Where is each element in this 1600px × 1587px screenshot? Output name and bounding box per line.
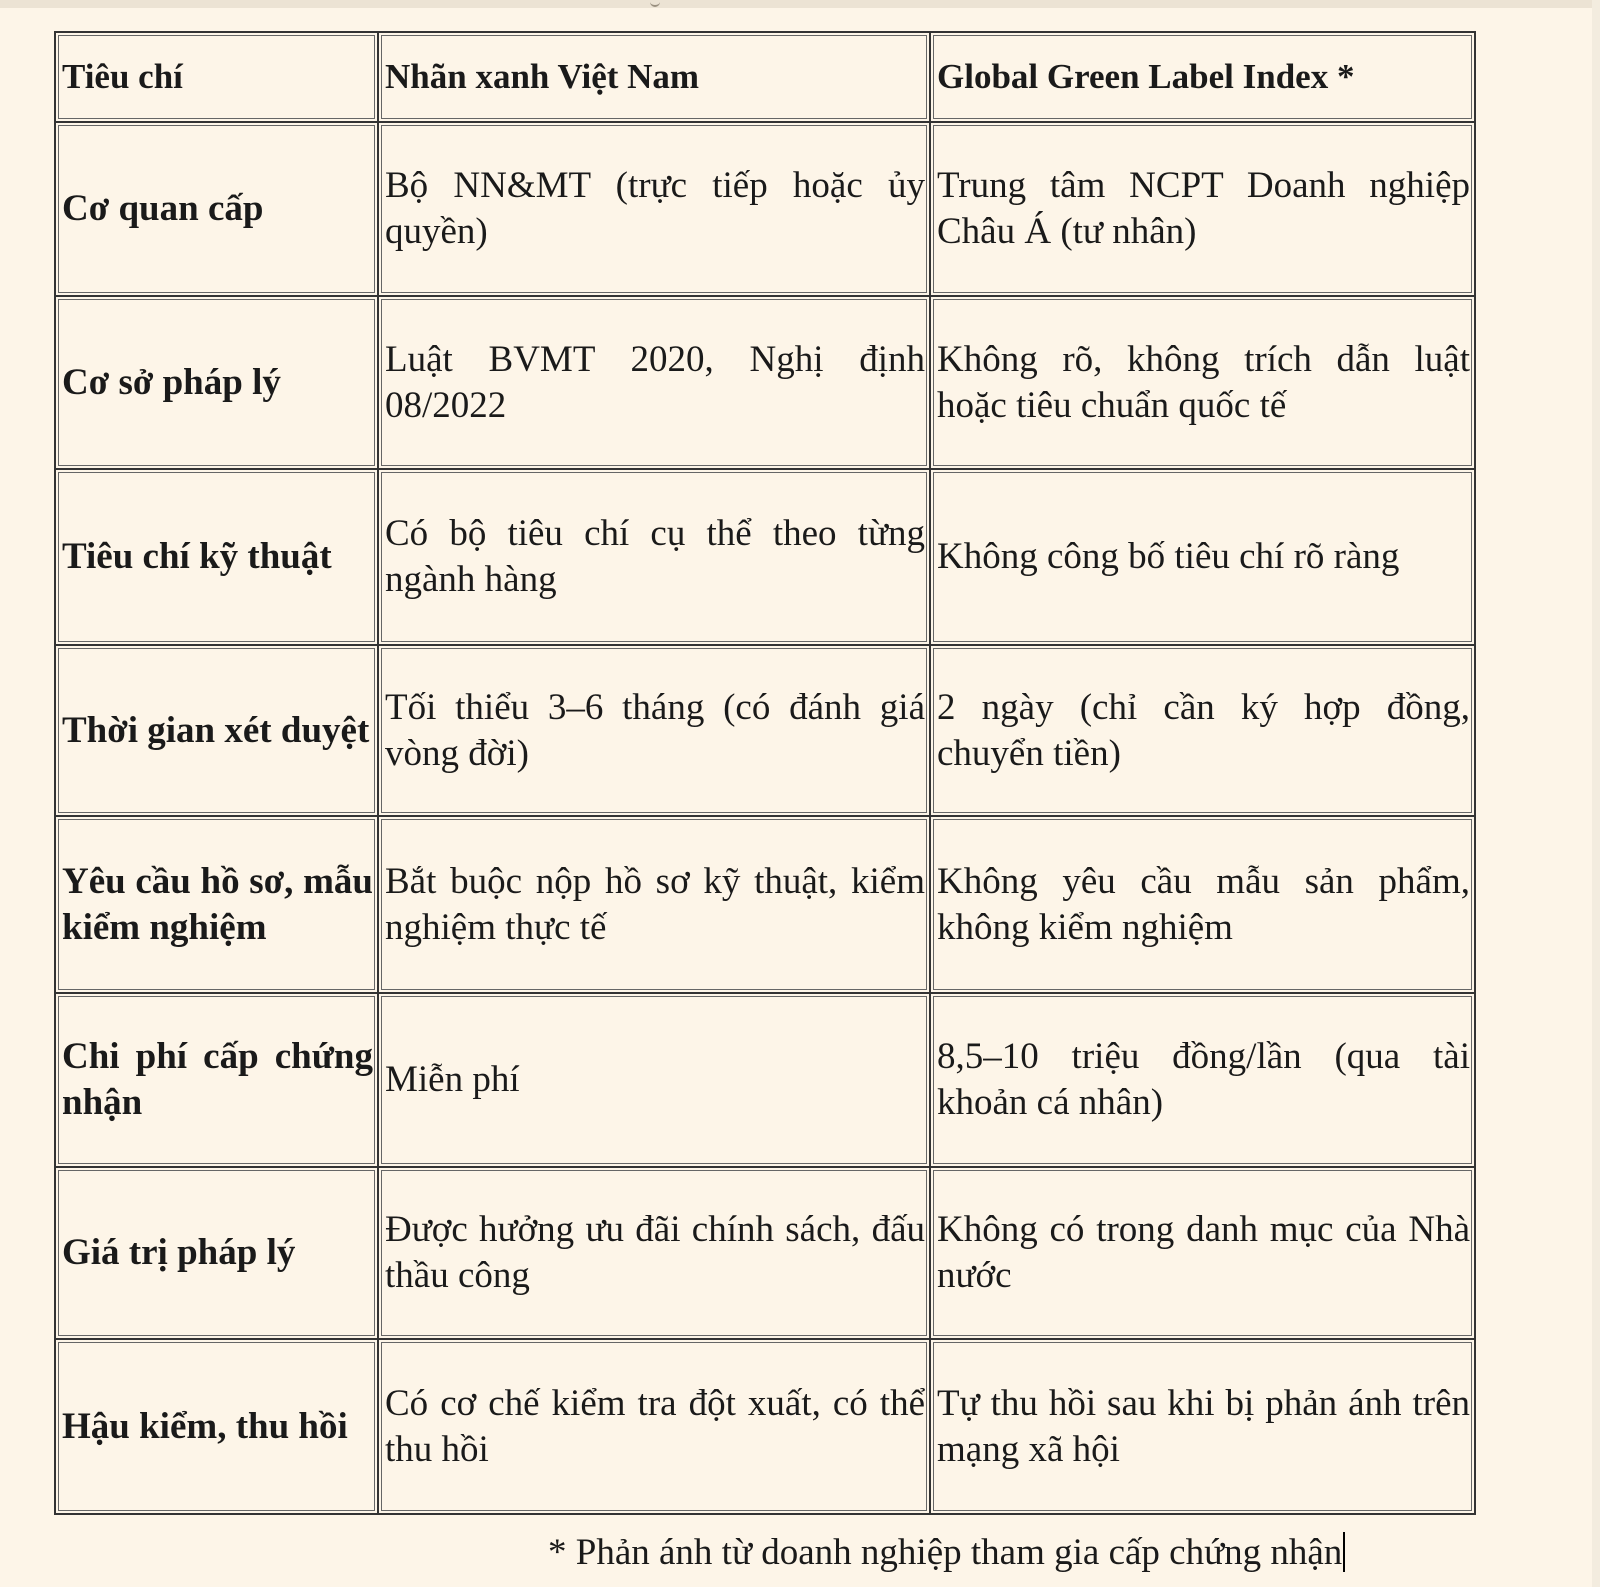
table-row — [56, 817, 1476, 994]
criterion-cell[interactable]: Chi phí cấp chứng nhận — [56, 994, 379, 1168]
criterion-cell[interactable]: Cơ sở pháp lý — [56, 297, 379, 470]
criterion-cell[interactable]: Tiêu chí kỹ thuật — [56, 470, 379, 646]
window-top-strip — [0, 0, 1600, 8]
criterion-cell[interactable]: Cơ quan cấp — [56, 123, 379, 297]
global-cell[interactable]: Không công bố tiêu chí rõ ràng — [931, 470, 1476, 646]
global-cell[interactable]: 2 ngày (chỉ cần ký hợp đồng, chuyển tiền) — [931, 646, 1476, 817]
vietnam-cell[interactable]: Có cơ chế kiểm tra đột xuất, có thể thu hồi — [379, 1340, 931, 1515]
vietnam-cell[interactable]: Có bộ tiêu chí cụ thể theo từng ngành hàng — [379, 470, 931, 646]
vietnam-cell[interactable]: Được hưởng ưu đãi chính sách, đấu thầu công — [379, 1168, 931, 1340]
vietnam-cell[interactable]: Luật BVMT 2020, Nghị định 08/2022 — [379, 297, 931, 470]
comparison-table — [54, 31, 1476, 1515]
criterion-cell[interactable]: Giá trị pháp lý — [56, 1168, 379, 1340]
footnote-line[interactable] — [548, 1530, 1345, 1576]
footnote-text: * Phản ánh từ doanh nghiệp tham gia cấp chứng nhận — [548, 1532, 1343, 1573]
global-cell[interactable]: Không rõ, không trích dẫn luật hoặc tiêu chuẩn quốc tế — [931, 297, 1476, 470]
global-cell[interactable]: Không có trong danh mục của Nhà nước — [931, 1168, 1476, 1340]
vietnam-cell[interactable]: Tối thiểu 3–6 tháng (có đánh giá vòng đời) — [379, 646, 931, 817]
table-row — [56, 1168, 1476, 1340]
vietnam-cell[interactable]: Miễn phí — [379, 994, 931, 1168]
header-vietnam-green-label[interactable]: Nhãn xanh Việt Nam — [379, 33, 931, 123]
comparison-table-container — [54, 31, 1474, 1515]
criterion-cell[interactable]: Hậu kiểm, thu hồi — [56, 1340, 379, 1515]
table-header-row — [56, 33, 1476, 123]
table-row — [56, 470, 1476, 646]
table-row — [56, 1340, 1476, 1515]
table-row — [56, 123, 1476, 297]
global-cell[interactable]: Không yêu cầu mẫu sản phẩm, không kiểm nghiệm — [931, 817, 1476, 994]
global-cell[interactable]: Trung tâm NCPT Doanh nghiệp Châu Á (tư nhân) — [931, 123, 1476, 297]
global-cell[interactable]: 8,5–10 triệu đồng/lần (qua tài khoản cá nhân) — [931, 994, 1476, 1168]
header-global-green-label[interactable]: Global Green Label Index * — [931, 33, 1476, 123]
criterion-cell[interactable]: Thời gian xét duyệt — [56, 646, 379, 817]
right-edge — [1592, 0, 1600, 1587]
table-row — [56, 994, 1476, 1168]
global-cell[interactable]: Tự thu hồi sau khi bị phản ánh trên mạng xã hội — [931, 1340, 1476, 1515]
vietnam-cell[interactable]: Bắt buộc nộp hồ sơ kỹ thuật, kiểm nghiệm thực tế — [379, 817, 931, 994]
criterion-cell[interactable]: Yêu cầu hồ sơ, mẫu kiểm nghiệm — [56, 817, 379, 994]
table-row — [56, 297, 1476, 470]
vietnam-cell[interactable]: Bộ NN&MT (trực tiếp hoặc ủy quyền) — [379, 123, 931, 297]
header-criterion[interactable]: Tiêu chí — [56, 33, 379, 123]
text-cursor — [1343, 1532, 1345, 1572]
table-row — [56, 646, 1476, 817]
